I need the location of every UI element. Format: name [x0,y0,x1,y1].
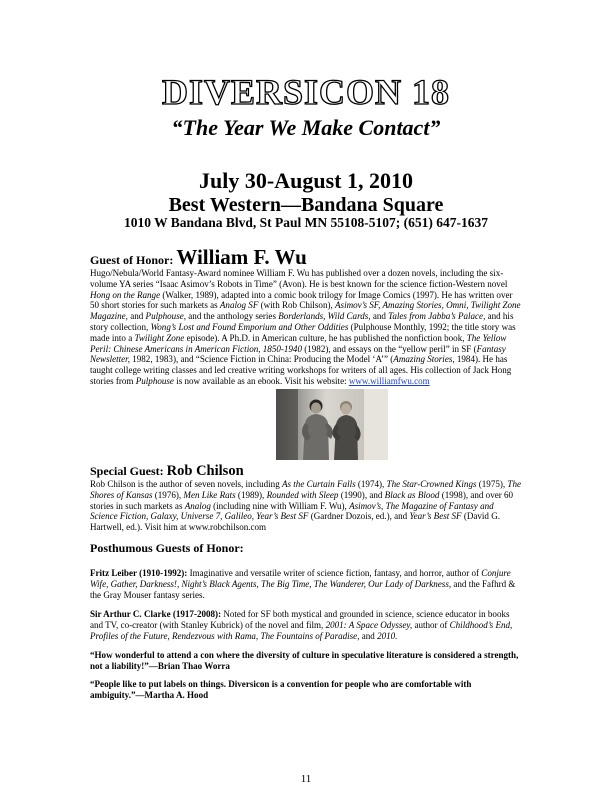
website-link[interactable]: www.williamfwu.com [348,375,430,386]
special-guest-name: Rob Chilson [166,463,244,479]
quote-worra: “How wonderful to attend a con where the diversity of culture in speculative literature is considered a strength, not a liability!”—Brian Thao Worra [90,650,519,671]
quote-hood: “People like to put labels on things. Diversicon is a convention for people who are comfortable with ambiguity.”—Martha A. Hood [90,679,472,700]
two-men-photo-image [276,389,388,460]
guests-photo [276,389,388,460]
event-title: DIVERSICON 18 [161,72,451,112]
special-guest-label: Special Guest: [90,464,164,478]
leiber-entry: Fritz Leiber (1910-1992): Imaginative and versatile writer of science fiction, fantasy, and horror, author of Conjure Wife, Gather, Darkness!, Night’s Black Agents, The Big Time, The Wanderer, Our Lady of Darkness, and the Fafhrd & the Gray Mouser fantasy series. [90,568,516,600]
page-number: 11 [300,773,312,785]
special-guest-bio: Rob Chilson is the author of seven novels, including As the Curtain Falls (1974), The Star-Crowned Kings (1975), The Shores of Kansas (1976), Men Like Rats (1989), Rounded with Sleep (1990), and Black as Blood (1998), and over 60 stories in such markets as Analog (including nine with William F. Wu), Asimov’s, The Magazine of Fantasy and Science Fiction, Galaxy, Universe 7, Galileo, Year’s Best SF (Gardner Dozois, ed.), and Year’s Best SF (David G. Hartwell, ed.). Visit him at www.robchilson.com [90,479,521,533]
guest-of-honor-bio: Hugo/Nebula/World Fantasy-Award nominee William F. Wu has published over a dozen novels, including the six-volume YA series “Isaac Asimov’s Robots in Time” (Avon). He is best known for the science fiction-Western novel Hong on the Range (Walker, 1989), adapted into a comic book trilogy for Image Comics (1997). He has written over 50 short stories for such markets as Analog SF (with Rob Chilson), Asimov’s SF, Amazing Stories, Omni, Twilight Zone Magazine, and Pulphouse, and the anthology series Borderlands, Wild Cards, and Tales from Jabba’s Palace, and his story collection, Wong’s Lost and Found Emporium and Other Oddities (Pulphouse Monthly, 1992; the title story was made into a Twilight Zone episode). A Ph.D. in American culture, he has published the nonfiction book, The Yellow Peril: Chinese Americans in American Fiction, 1850-1940 (1982), and essays on the “yellow peril” in SF (Fantasy Newsletter, 1982, 1983), and “Science Fiction in China: Producing the Model ‘A’” (Amazing Stories, 1984). He has taught college writing classes and led creative writing workshops for writers of all ages. His collection of Jack Hong stories from Pulphouse is now available as an ebook. Visit his website: www.williamfwu.com [90,268,521,386]
event-dates: July 30-August 1, 2010 [199,168,413,193]
event-tagline: “The Year We Make Contact” [171,115,441,140]
guest-of-honor-label: Guest of Honor: [90,253,174,267]
event-address: 1010 W Bandana Blvd, St Paul MN 55108-5107; (651) 647-1637 [123,215,489,230]
posthumous-heading: Posthumous Guests of Honor: [90,541,244,555]
special-guest-heading [90,464,522,479]
guest-of-honor-name: William F. Wu [176,245,307,269]
clarke-entry: Sir Arthur C. Clarke (1917-2008): Noted for SF both mystical and grounded in science, science educator in books and TV, co-creator (with Stanley Kubrick) of the novel and film, 2001: A Space Odyssey, author of Childhood’s End, Profiles of the Future, Rendezvous with Rama, The Fountains of Paradise, and 2010. [90,609,513,641]
event-hotel: Best Western—Bandana Square [168,194,444,216]
